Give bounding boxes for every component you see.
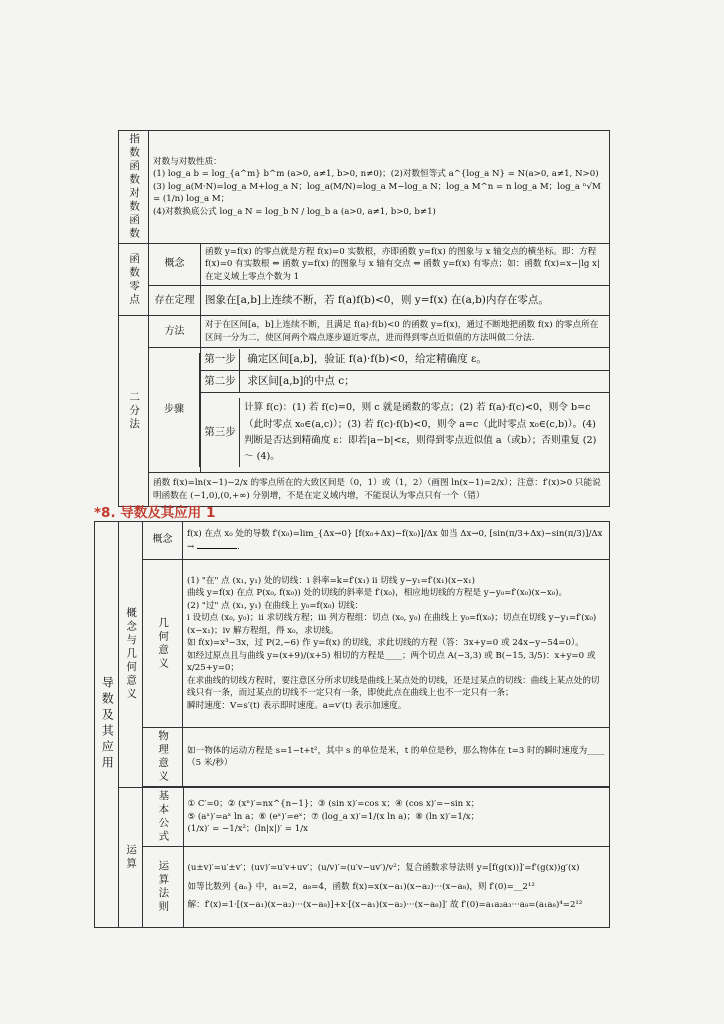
ops-group-label: 运算 <box>119 788 143 928</box>
deriv-concept-text: f(x) 在点 x₀ 处的导数 f′(x₀)=lim_{Δx→0} [f(x₀+Δx)−f(x₀)]/Δx 如当 Δx→0, [sin(π/3+Δx)−sin(π/3)]/Δx → . <box>183 522 610 560</box>
bisection-method-label: 方法 <box>149 316 201 348</box>
rule-line-3: 解：f′(x)=1·[(x−a₁)(x−a₂)···(x−a₈)]+x·[(x−a₁)(x−a₂)···(x−a₈)]′ 故 f′(0)=a₁a₂a₃···a₈=(a₁a₈)⁴=2¹² <box>187 899 583 910</box>
basic-line-1: ① C′=0；② (xⁿ)′=nx^{n−1}；③ (sin x)′=cos x；④ (cos x)′=−sin x； <box>187 799 480 810</box>
geo-meaning-text <box>183 560 610 728</box>
steps-word: 步骤 <box>149 353 200 467</box>
deriv-concept-formula: f(x) 在点 x₀ 处的导数 f′(x₀)=lim_{Δx→0} [f(x₀+Δx)−f(x₀)]/Δx 如当 Δx→0, [sin(π/3+Δx)−sin(π/3)]/Δx → <box>187 529 603 552</box>
rule-label: 运算法则 <box>143 847 183 927</box>
log-section-label: 指数函数对数函数 <box>119 131 149 244</box>
phys-meaning-text: 如一物体的运动方程是 s=1−t+t²，其中 s 的单位是米，t 的单位是秒，那么物体在 t=3 时的瞬时速度为____（5 米/秒） <box>183 728 610 787</box>
zero-theorem-label: 存在定理 <box>149 286 201 316</box>
log-line-2: (1) log_a b = log_{a^m} b^m (a>0, a≠1, b>0, n≠0)；(2)对数恒等式 a^{log_a N} = N(a>0, a≠1, N>0) <box>153 169 599 180</box>
rule-line-1: (u±v)′=u′±v′；(uv)′=u′v+uv′；(u/v)′=(u′v−uv′)/v²；复合函数求导法则 y=[f(g(x))]′=f′(g(x))g′(x) <box>187 863 580 874</box>
step3-text: 计算 f(c)：(1) 若 f(c)=0，则 c 就是函数的零点；(2) 若 f(a)·f(c)<0，则令 b=c（此时零点 x₀∈(a,c)）；(3) 若 f(c)·f(b)<0，则令 a=c（此时零点 x₀∈(c,b)）。(4) 判断是否达到精确度 ε：即若|a−b|<ε，则得到零点近似值 a（或b）；否则重复 (2) ～ (4)。 <box>244 402 597 463</box>
log-line-4: (4)对数换底公式 log_a N = log_b N / log_b a (a>0, a≠1, b>0, b≠1) <box>153 206 436 217</box>
deriv-concept-label: 概念 <box>143 522 183 560</box>
step1-text: 确定区间[a,b]，验证 f(a)·f(b)<0，给定精确度 ε。 <box>247 352 487 365</box>
answer-blank <box>197 548 237 549</box>
step1-row <box>201 348 610 371</box>
step1-label: 第一步 <box>201 349 240 370</box>
bisection-method-text: 对于在区间[a，b]上连续不断，且满足 f(a)·f(b)<0 的函数 y=f(x)，通过不断地把函数 f(x) 的零点所在区间一分为二，使区间两个端点逐步逼近零点，进而得到零点近似值的方法叫做二分法. <box>201 316 610 348</box>
basic-formula-text <box>183 788 609 847</box>
step2-text: 求区间[a,b]的中点 c； <box>247 375 355 388</box>
ops-inner-table <box>143 788 609 927</box>
basic-formula-label: 基本公式 <box>143 788 183 847</box>
geo-meaning-label: 几何意义 <box>143 560 183 728</box>
step3-row <box>201 393 610 473</box>
log-line-1: 对数与对数性质： <box>153 156 222 167</box>
step2-label: 第二步 <box>201 371 240 392</box>
zero-concept-label: 概念 <box>149 244 201 286</box>
geo-line-7: 在求曲线的切线方程时，要注意区分所求切线是曲线上某点处的切线，还是过某点的切线：曲线上某点处的切线只有一条，而过某点的切线不一定只有一条，即使此点在曲线上也不一定只有一条； <box>187 675 600 699</box>
zero-theorem-text: 图象在[a,b]上连续不断，若 f(a)f(b)<0，则 y=f(x) 在(a,b)内存在零点。 <box>201 286 610 316</box>
rule-text <box>183 847 609 927</box>
geo-line-3: (2) "过" 点 (x₁, y₁) 在曲线上 y₀=f(x₀) 切线： <box>187 600 364 611</box>
zero-concept-text: 函数 y=f(x) 的零点就是方程 f(x)=0 实数根，亦即函数 y=f(x) 的图象与 x 轴交点的横坐标。即：方程 f(x)=0 有实数根 ⇔ 函数 y=f(x) 的图象与 x 轴有交点 ⇔ 函数 y=f(x) 有零点；如：函数 f(x)=x−|lg x| 在定义域上零点个数为 1 <box>201 244 610 286</box>
deriv-section-label: 导数及其应用 <box>95 522 119 928</box>
geo-line-1: (1) "在" 点 (x₁, y₁) 处的切线：i 斜率=k=f′(x₁) ii 切线 y−y₁=f′(x₁)(x−x₁) <box>187 576 475 586</box>
phys-meaning-label: 物理意义 <box>143 728 183 787</box>
basic-line-3: (1/x)′ = −1/x²；(ln|x|)′ = 1/x <box>187 824 308 835</box>
geo-line-6: 如经过原点且与曲线 y=(x+9)/(x+5) 相切的方程是____；两个切点 A(−3,3) 或 B(−15, 3/5)：x+y=0 或 x/25+y=0； <box>187 650 596 674</box>
table-derivatives <box>94 521 610 928</box>
geo-line-5: 如 f(x)=x³−3x，过 P(2,−6) 作 y=f(x) 的切线，求此切线的方程（答：3x+y=0 或 24x−y−54=0）。 <box>187 638 584 649</box>
bisection-steps-label <box>149 348 201 473</box>
rule-line-2: 如等比数列 {aₙ} 中，a₁=2，a₈=4，函数 f(x)=x(x−a₁)(x−a₂)···(x−a₈)，则 f′(0)=__2¹² <box>187 881 535 892</box>
table-functions <box>118 130 610 507</box>
section-heading: *8. 导数及其应用 1 <box>94 505 216 521</box>
ops-cell <box>143 788 610 928</box>
step3-label: 第三步 <box>201 398 240 467</box>
step2-row <box>201 371 610 393</box>
geo-line-4: i 设切点 (x₀, y₀)；ii 求切线方程；iii 列方程组：切点 (x₀, y₀) 在曲线上 y₀=f(x₀)；切点在切线 y−y₁=f′(x₀)(x−x₁)；iv 解方程组，得 x₀，求切线。 <box>187 613 597 636</box>
bisection-label: 二分法 <box>119 316 149 507</box>
log-line-3: (3) log_a(M·N)=log_a M+log_a N；log_a(M/N)=log_a M−log_a N；log_a M^n = n log_a M；log_a ⁿ√M = (1/n) log_a M； <box>153 181 601 205</box>
bisection-note: 函数 f(x)=ln(x−1)−2/x 的零点所在的大致区间是（0，1）或（1，2）（画图 ln(x−1)=2/x）；注意：f′(x)>0 只能说明函数在 (−1,0),(0,+∞) 分别增，不是在定义域内增，不能误认为零点只有一个（错） <box>149 473 610 507</box>
log-properties <box>149 131 610 244</box>
basic-line-2: ⑤ (aˣ)′=aˣ ln a；⑥ (eˣ)′=eˣ；⑦ (log_a x)′=1/(x ln a)；⑧ (ln x)′=1/x； <box>187 811 480 822</box>
geo-line-8: 瞬时速度：V=s′(t) 表示即时速度。a=v′(t) 表示加速度。 <box>187 700 407 711</box>
concept-group-label: 概念与几何意义 <box>119 522 143 788</box>
geo-line-2: 曲线 y=f(x) 在点 P(x₀, f(x₀)) 处的切线的斜率是 f′(x₀)，相应地切线的方程是 y−y₀=f′(x₀)(x−x₀)。 <box>187 588 568 599</box>
zero-section-label: 函数零点 <box>119 244 149 316</box>
